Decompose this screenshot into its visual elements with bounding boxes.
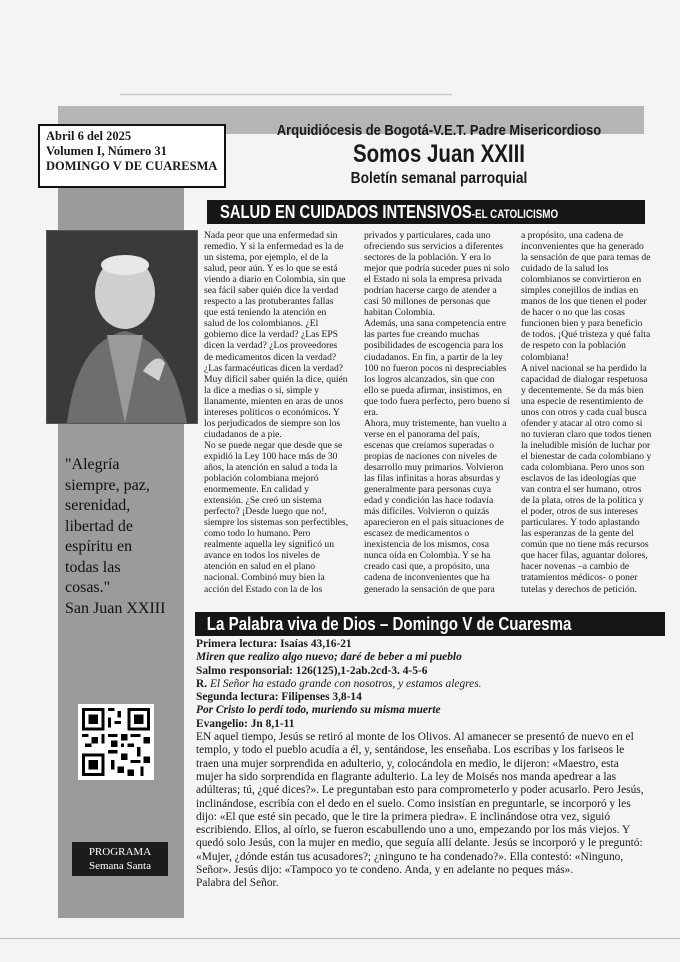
article-line: cadena de inconvenientes que ha — [364, 572, 490, 584]
article-line: casi 50 millones de personas que — [364, 296, 491, 308]
first-reading-label: Primera lectura: Isaías 43,16-21 — [196, 638, 352, 650]
article-line: podrían hacerse cargo de atender a — [364, 285, 497, 297]
sunday-readings — [196, 638, 651, 891]
article-line: nacional. Combinó muy bien la — [204, 572, 325, 584]
readings-banner — [195, 612, 665, 636]
article-line: los logros alcanzados, sin que con — [364, 373, 495, 385]
article-line: propias de naciones con niveles de — [364, 450, 497, 462]
saint-quote — [65, 455, 183, 619]
article-line: siempre los sistemas son perfectibles, — [204, 517, 349, 529]
second-reading-quote: Por Cristo lo perdí todo, muriendo su misma muerte — [196, 704, 441, 717]
article-line: un sistema, por ejemplo, el de la — [204, 252, 329, 264]
article-line: respecto a las protuberantes fallas — [204, 296, 334, 308]
pope-john-xxiii-photo — [46, 230, 198, 424]
article-line: escenas que creíamos superadas o — [364, 439, 494, 451]
issue-date: Abril 6 del 2025 — [46, 129, 132, 143]
gospel-line: dijo: «El que esté sin pecado, que le tire la primera piedra». E inclinándose otra vez, siguió — [196, 810, 611, 823]
article-line: la ineludible misión de luchar por — [521, 439, 651, 451]
article-line: escasez de medicamentos o — [364, 528, 470, 540]
article-column-2 — [364, 230, 522, 595]
article-line: hacer novenas –a cambio de — [521, 561, 630, 573]
article-line: No se puede negar que desde que se — [204, 439, 343, 451]
article-line: ciudadanos. En fin, a partir de la ley — [364, 351, 503, 363]
issue-sunday: DOMINGO V DE CUARESMA — [46, 159, 218, 173]
article-line: población colombiana mejoró — [204, 473, 319, 485]
program-sublabel: Semana Santa — [88, 860, 151, 872]
article-line: no tuvieran claro que todos tienen — [521, 428, 652, 440]
article-line: particulares. Y todo aplastando — [521, 517, 640, 529]
article-line: esclavos de las ideologías que — [521, 473, 637, 485]
second-reading-label: Segunda lectura: Filipenses 3,8-14 — [196, 691, 362, 704]
article-line: aparecieron en el país situaciones de — [364, 517, 504, 529]
article-line: unos con otros y cada cual busca — [521, 406, 647, 418]
article-line: gobierno dice la verdad? ¿Las EPS — [204, 329, 338, 341]
bulletin-title: Somos Juan XXIII — [352, 140, 526, 168]
article-line: sea fácil saber quién dice la verdad — [204, 285, 339, 297]
article-line: la dice a medias o si, simple y — [204, 384, 320, 396]
article-line: que hacer filas, aguantar dolores, — [521, 550, 648, 562]
article-line: generalmente para personas cuya — [364, 484, 492, 496]
gospel-line: templo, y todo el pueblo acudía a él, y, sentándose, les enseñaba. Los escribas y los fariseos le — [196, 744, 625, 757]
article-line: ofender y atacar al otro como si — [521, 417, 643, 429]
article-line: creado casi que, a propósito, una — [364, 561, 490, 573]
article-line: remedio. Y si la enfermedad es la de — [204, 241, 344, 253]
article-line: avance en todos los niveles de — [204, 550, 320, 562]
article-line: Nada peor que una enfermedad sin — [204, 230, 338, 241]
article-line: A nivel nacional se ha perdido la — [521, 362, 647, 374]
article-line: el poder, otros de sus intereses — [521, 506, 638, 518]
article-line: Muy difícil saber quién la dice, quién — [204, 373, 348, 385]
article-line: manos de los que tienen el poder — [521, 296, 647, 308]
article-line: salud, peor aún. Y es lo que se está — [204, 263, 338, 275]
article-line: ello se pueda afirmar, insistimos, en — [364, 384, 502, 396]
quote-line: "Alegría — [65, 456, 120, 473]
quote-line: cosas." — [65, 579, 111, 596]
article-line: la sensación de que para temas de — [521, 252, 651, 264]
article-line: intereses políticos o económicos. Y — [204, 406, 340, 418]
article-line: mejor que podría suceder pues ni solo — [364, 263, 510, 275]
article-line: las filas infinitas a horas absurdas y — [364, 473, 501, 485]
program-label: PROGRAMA — [88, 846, 152, 858]
article-line: capacidad de dialogar respetuosa — [521, 373, 648, 385]
gospel-line: adúlteras; tú, ¿qué dices?». Le preguntaban esto para comprometerlo y poder acusarlo. Pero Jesús, — [196, 784, 644, 797]
article-line: perfecto? ¡Desde luego que no!, — [204, 506, 327, 518]
article-line: inconvenientes que ha generado — [521, 241, 644, 253]
parish-organization: Arquidiócesis de Bogotá-V.E.T. Padre Misericordioso — [276, 122, 602, 139]
article-line: y decentemente. Se da más bien — [521, 384, 644, 396]
qr-code-image — [82, 708, 150, 776]
quote-author: San Juan XXIII — [65, 599, 166, 617]
article-line: expidió la Ley 100 hace más de 30 — [204, 450, 338, 462]
article-line: 100 no fueron pocos ni despreciables — [364, 362, 507, 374]
article-line: cuidado de la salud los — [521, 263, 609, 275]
gospel-line: traen una mujer sorprendida en adulterio, y, colocándola en medio, le dijeron: «Maestro, esta — [196, 757, 619, 770]
article-line: una especie de resentimiento de — [521, 395, 644, 407]
bleed-through-text: ▁▁▁▁▁▁▁▁▁▁▁▁▁▁▁▁▁▁▁▁▁▁▁▁▁▁▁▁▁▁▁▁▁▁▁▁▁▁▁▁▁▁▁▁▁▁▁▁ — [120, 85, 453, 95]
article-line: ofreciendo sus servicios a diferentes — [364, 241, 504, 253]
article-line: el Estado ni sola la empresa privada — [364, 274, 502, 286]
article-line: de hacer o no que las cosas — [521, 307, 625, 319]
article-line: el bienestar de cada colombiano y — [521, 450, 652, 462]
article-line: de respeto con la población — [521, 340, 626, 352]
response-prefix: R. — [196, 677, 208, 690]
article-line: salud de los colombianos. ¿El — [204, 318, 319, 330]
gospel-line: «Mujer, ¿dónde están tus acusadores?; ¿ninguno te ha condenado?». Ella contestó: «Ninguno, — [196, 850, 624, 863]
article-line: a propósito, una cadena de — [521, 230, 624, 241]
quote-line: siempre, paz, — [65, 476, 150, 494]
quote-line: serenidad, — [65, 497, 131, 514]
article-line: habitan Colombia. — [364, 307, 435, 319]
article-column-3 — [521, 230, 651, 595]
article-headline: SALUD EN CUIDADOS INTENSIVOS — [219, 202, 472, 222]
article-line: extensión. ¿Se creó un sistema — [204, 495, 322, 507]
article-line: colombiana! — [521, 351, 569, 363]
article-line: como todo lo humano. Pero — [204, 528, 311, 540]
first-reading-quote: Miren que realizo algo nuevo; daré de beber a mi pueblo — [196, 651, 462, 664]
psalm-response — [196, 678, 651, 691]
quote-line: todas las — [65, 558, 121, 576]
article-line: realmente aquella ley significó un — [204, 539, 334, 551]
article-line: van contra el ser humano, otros — [521, 484, 642, 496]
bulletin-subtitle: Boletín semanal parroquial — [350, 170, 528, 187]
article-line: viendo a diario en Colombia, sin que — [204, 274, 346, 286]
gospel-line: EN aquel tiempo, Jesús se retiró al monte de los Olivos. Al amanecer se presentó de nuevo en el — [196, 731, 634, 744]
article-line: Además, una sana competencia entre — [364, 318, 506, 330]
article-line: de medicamentos dicen la verdad? — [204, 351, 337, 363]
gospel-text — [196, 731, 651, 891]
page-fold-line — [0, 938, 680, 939]
article-line: privados y particulares, cada uno — [364, 230, 491, 241]
article-line: tutelas y derechos de petición. — [521, 583, 637, 595]
gospel-line: escribiendo. Ellos, al oírlo, se fueron escabullendo uno a uno, empezando por los más viejos. Y — [196, 824, 631, 837]
article-line: Ahora, muy tristemente, han vuelto a — [364, 417, 507, 429]
article-line: colombianos se convirtieron en — [521, 274, 642, 286]
article-line: las esperanzas de la gente del — [521, 528, 634, 540]
gospel-line: mujer ha sido sorprendida en flagrante adulterio. La ley de Moisés nos manda apedrear a las — [196, 770, 617, 783]
article-line: desarrollo muy primarios. Volvieron — [364, 461, 504, 473]
portrait-illustration — [47, 231, 197, 423]
article-line: dicen la verdad? ¿Los proveedores — [204, 340, 338, 352]
article-line: ciudadanos de a pie. — [204, 428, 282, 440]
quote-line: espíritu en — [65, 538, 133, 555]
article-line: verse en el panorama del país, — [364, 428, 480, 440]
psalm-label: Salmo responsorial: 126(125),1-2ab.2cd-3. 4-5-6 — [196, 664, 428, 677]
quote-line: libertad de — [65, 517, 133, 535]
article-line: acción del Estado con la de los — [204, 583, 323, 595]
readings-banner-title: La Palabra viva de Dios – Domingo V de Cuaresma — [206, 614, 572, 634]
article-line: años, la atención en salud a toda la — [204, 461, 338, 473]
gospel-line: quedó solo Jesús, con la mujer en medio, que seguía allí delante. Jesús se incorporó y le preguntó: — [196, 837, 643, 850]
article-line: nunca oída en Colombia. Y se ha — [364, 550, 491, 562]
article-column-1 — [204, 230, 362, 595]
gospel-line: Señor». Jesús dijo: «Tampoco yo te condeno. Anda, y en adelante no peques más». — [196, 864, 574, 877]
issue-volume: Volumen I, Número 31 — [46, 144, 167, 158]
article-line: atención en salud en el plano — [204, 561, 316, 573]
article-line: inexistencia de los mismos, cosa — [364, 539, 489, 551]
article-line: posibilidades de escogencia para los — [364, 340, 504, 352]
article-line: común que no tiene más recursos — [521, 539, 649, 551]
gospel-label: Evangelio: Jn 8,1-11 — [196, 717, 295, 730]
article-line: edad y condición las hace todavía — [364, 495, 494, 507]
article-line: los perjudicados de siempre son los — [204, 417, 341, 429]
article-line: simples conejillos de indias en — [521, 285, 639, 297]
article-line: de todos. ¡Qué tristeza y qué falta — [521, 329, 651, 341]
article-line: llanamente, mienten en aras de unos — [204, 395, 344, 407]
gospel-line: Palabra del Señor. — [196, 877, 279, 890]
article-line: era. — [364, 406, 379, 418]
article-line: funcionen bien y para beneficio — [521, 318, 643, 330]
article-line: que todo fuera perfecto, pero bueno sí — [364, 395, 510, 407]
article-headline-banner — [207, 200, 645, 224]
gospel-line: inclinándose, escribía con el dedo en el suelo. Como insistían en preguntarle, se incorporó y les — [196, 797, 631, 810]
article-line: sectores de la población. Y era lo — [364, 252, 491, 264]
article-line: de la plata, otros de la política y — [521, 495, 644, 507]
issue-date-box — [38, 124, 226, 188]
article-line: ¿Las farmacéuticas dicen la verdad? — [204, 362, 344, 374]
article-section: -EL CATOLICISMO — [471, 207, 558, 221]
qr-code[interactable] — [78, 704, 154, 780]
article-line: generado la sensación de que para — [364, 583, 495, 595]
article-line: enormemente. En calidad y — [204, 484, 309, 496]
article-line: que está teniendo la atención en — [204, 307, 327, 319]
article-line: cada colombiana. Pero unos son — [521, 461, 645, 473]
article-line: más difíciles. Volvieron o quizás — [364, 506, 490, 518]
article-line: tratamientos médicos- o poner — [521, 572, 638, 584]
program-button[interactable] — [72, 842, 168, 876]
response-text: El Señor ha estado grande con nosotros, y estamos alegres. — [209, 677, 482, 690]
article-line: las partes fue creando muchas — [364, 329, 480, 341]
